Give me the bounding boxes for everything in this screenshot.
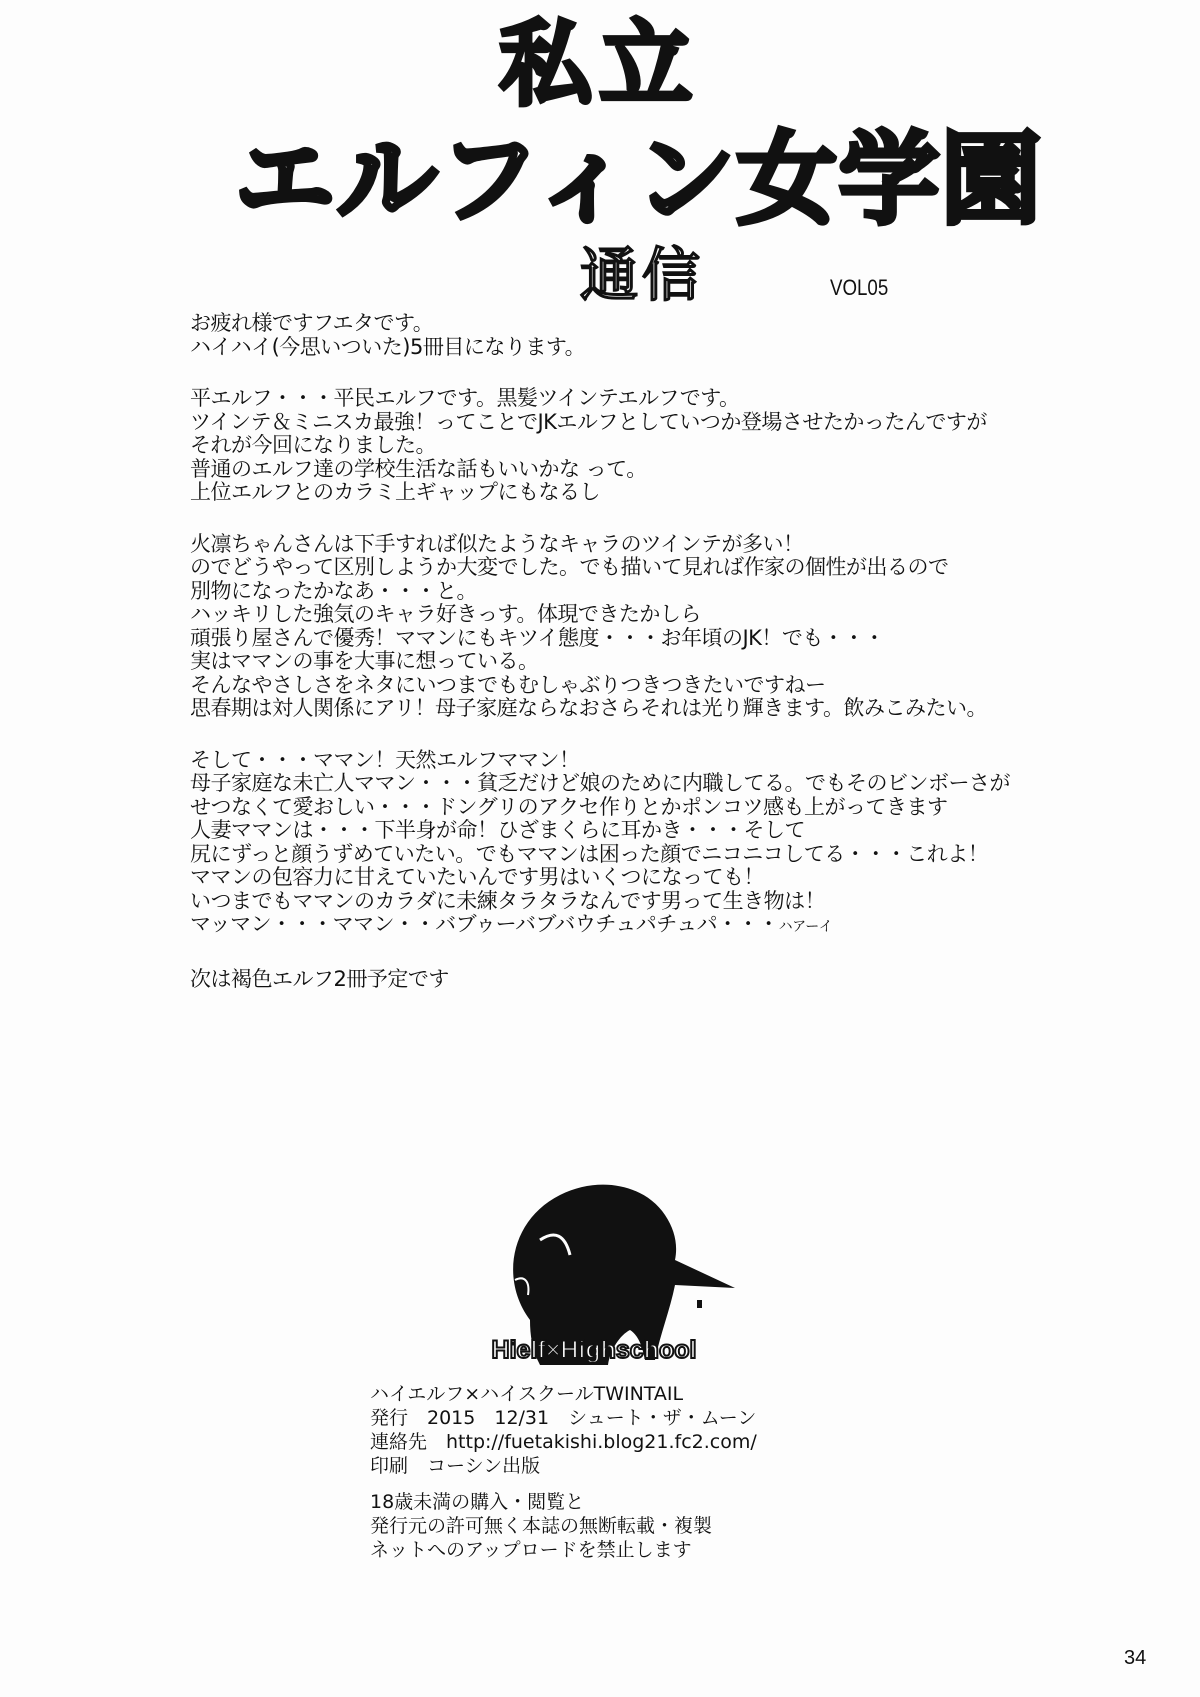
- text-line: 頑張り屋さんで優秀！ママンにもキツイ態度・・・お年頃のJK！でも・・・: [190, 625, 885, 650]
- colophon-publish: 発行 2015 12/31 シュート・ザ・ムーン: [370, 1407, 757, 1429]
- afterword-body: [190, 312, 1150, 1019]
- paragraph-2: [190, 387, 1150, 505]
- masthead-title-line2: エルフィン女学園: [235, 121, 1043, 238]
- text-line: そして・・・ママン！天然エルフママン！: [190, 747, 580, 772]
- text-line: 次は褐色エルフ2冊予定です: [190, 966, 449, 991]
- text-line: ハッキリした強気のキャラ好きっす。体現できたかしら: [190, 602, 701, 626]
- text-line: ママンの包容力に甘えていたいんです男はいくつになっても！: [190, 865, 764, 889]
- masthead-title-line1: 私立: [499, 11, 700, 118]
- logo-text: Hielf×Highschool: [491, 1336, 697, 1364]
- text-line: 実はママンの事を大事に想っている。: [190, 649, 539, 673]
- text-line: 別物になったかなあ・・・と。: [190, 578, 477, 603]
- notice-line: 18歳未満の購入・閲覧と: [370, 1491, 585, 1513]
- text-line: 普通のエルフ達の学校生活な話もいいかな って。: [190, 456, 647, 481]
- text-line: 尻にずっと顔うずめていたい。でもママンは困った顔でニコニコしてる・・・これよ！: [190, 841, 989, 866]
- colophon-title: ハイエルフ×ハイスクールTWINTAIL: [370, 1383, 684, 1405]
- text-line: そんなやさしさをネタにいつまでもむしゃぶりつきつきたいですねー: [190, 672, 826, 697]
- small-suffix: ハアーイ: [778, 919, 833, 935]
- notice-line: ネットへのアップロードを禁止します: [370, 1539, 692, 1561]
- colophon-contact: 連絡先 http://fuetakishi.blog21.fc2.com/: [370, 1431, 757, 1453]
- paragraph-4: [190, 749, 1150, 940]
- colophon-info: [370, 1382, 930, 1478]
- text-line: マッマン・・・ママン・・バブゥーバブバウチュパチュパ・・・: [190, 912, 779, 936]
- colophon-notice: [370, 1490, 930, 1562]
- paragraph-3: [190, 533, 1150, 721]
- text-line: 平エルフ・・・平民エルフです。黒髪ツインテエルフです。: [190, 386, 740, 410]
- paragraph-1: [190, 312, 1150, 359]
- page-number: 34: [1124, 1647, 1147, 1669]
- colophon-print: 印刷 コーシン出版: [370, 1455, 541, 1477]
- masthead-title-line3: 通信: [580, 241, 705, 309]
- text-line: ツインテ＆ミニスカ最強！ってことでJKエルフとしていつか登場させたかったんですが: [190, 409, 987, 434]
- text-line: 人妻ママンは・・・下半身が命！ひざまくらに耳かき・・・そして: [190, 818, 805, 842]
- text-line: 母子家庭な未亡人ママン・・・貧乏だけど娘のために内職してる。でもそのビンボーさが: [190, 771, 1010, 795]
- notice-line: 発行元の許可無く本誌の無断転載・複製: [370, 1515, 713, 1537]
- masthead-volume: VOL05: [830, 275, 889, 300]
- text-line: 思春期は対人関係にアリ！母子家庭ならなおさらそれは光り輝きます。飲みこみたい。: [190, 696, 987, 720]
- text-line: 火凛ちゃんさんは下手すれば似たようなキャラのツインテが多い！: [190, 531, 804, 556]
- paragraph-5: [190, 968, 1150, 992]
- text-line: いつまでもママンのカラダに未練タラタラなんです男って生き物は！: [190, 888, 826, 913]
- text-line: のでどうやって区別しようか大変でした。でも描いて見れば作家の個性が出るので: [190, 555, 949, 579]
- text-line-with-suffix: [190, 913, 1150, 940]
- text-line: ハイハイ(今思いついた)5冊目になります。: [190, 334, 586, 359]
- text-line: お疲れ様ですフエタです。: [190, 311, 434, 335]
- text-line: それが今回になりました。: [190, 433, 436, 457]
- text-line: 上位エルフとのカラミ上ギャップにもなるし: [190, 480, 600, 504]
- text-line: せつなくて愛おしい・・・ドングリのアクセ作りとかポンコツ感も上がってきます: [190, 794, 948, 819]
- colophon: [370, 1382, 930, 1574]
